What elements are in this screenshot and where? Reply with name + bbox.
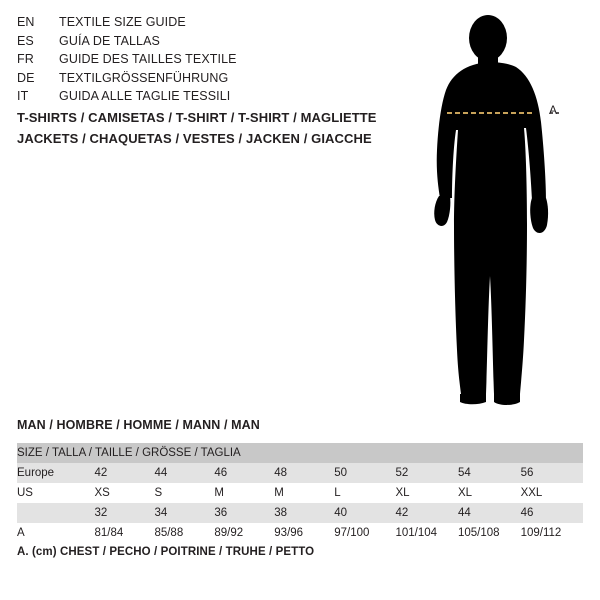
cell-us-2: M — [214, 483, 274, 503]
language-row — [17, 34, 377, 53]
cell-europe-2: 46 — [214, 463, 274, 483]
row-label-europe: Europe — [17, 463, 95, 483]
cell-numeric-5: 42 — [395, 503, 458, 523]
language-row — [17, 71, 377, 90]
language-guide-block — [17, 15, 377, 108]
cell-us-4: L — [334, 483, 395, 503]
cell-europe-0: 42 — [95, 463, 155, 483]
size-table — [17, 443, 583, 543]
cell-europe-1: 44 — [154, 463, 214, 483]
cell-us-3: M — [274, 483, 334, 503]
language-row — [17, 89, 377, 108]
language-text: TEXTILGRÖSSENFÜHRUNG — [59, 70, 229, 85]
cell-chest-7: 109/112 — [521, 523, 583, 543]
cell-numeric-7: 46 — [521, 503, 583, 523]
cell-us-1: S — [154, 483, 214, 503]
cell-us-6: XL — [458, 483, 521, 503]
cell-chest-0: 81/84 — [95, 523, 155, 543]
cell-chest-3: 93/96 — [274, 523, 334, 543]
language-code: DE — [17, 70, 35, 85]
measure-label-a: A — [549, 103, 558, 117]
language-text: TEXTILE SIZE GUIDE — [59, 15, 186, 29]
row-label-numeric — [17, 503, 95, 523]
table-row — [17, 503, 583, 523]
cell-numeric-3: 38 — [274, 503, 334, 523]
table-footnote: A. (cm) CHEST / PECHO / POITRINE / TRUHE / PETTO — [17, 546, 315, 558]
cell-numeric-2: 36 — [214, 503, 274, 523]
language-code: ES — [17, 33, 34, 48]
language-text: GUÍA DE TALLAS — [59, 33, 160, 48]
category-jackets: JACKETS / CHAQUETAS / VESTES / JACKEN / GIACCHE — [17, 131, 372, 146]
cell-numeric-6: 44 — [458, 503, 521, 523]
language-code: IT — [17, 89, 29, 103]
cell-chest-2: 89/92 — [214, 523, 274, 543]
cell-numeric-1: 34 — [154, 503, 214, 523]
language-row — [17, 15, 377, 34]
cell-europe-7: 56 — [521, 463, 583, 483]
body-silhouette-figure — [400, 10, 600, 410]
cell-chest-5: 101/104 — [395, 523, 458, 543]
language-code: EN — [17, 15, 35, 29]
language-text: GUIDE DES TAILLES TEXTILE — [59, 52, 237, 66]
cell-numeric-0: 32 — [95, 503, 155, 523]
table-title-man: MAN / HOMBRE / HOMME / MANN / MAN — [17, 418, 260, 432]
table-row — [17, 523, 583, 543]
table-row — [17, 463, 583, 483]
table-header-row — [17, 443, 583, 463]
language-row — [17, 52, 377, 71]
language-text: GUIDA ALLE TAGLIE TESSILI — [59, 89, 231, 103]
table-row — [17, 483, 583, 503]
row-label-us: US — [17, 483, 95, 503]
cell-us-7: XXL — [521, 483, 583, 503]
category-tshirts: T-SHIRTS / CAMISETAS / T-SHIRT / T-SHIRT / MAGLIETTE — [17, 110, 377, 125]
cell-chest-4: 97/100 — [334, 523, 395, 543]
cell-chest-6: 105/108 — [458, 523, 521, 543]
cell-europe-5: 52 — [395, 463, 458, 483]
cell-europe-6: 54 — [458, 463, 521, 483]
row-label-chest: A — [17, 523, 95, 543]
cell-us-0: XS — [95, 483, 155, 503]
cell-numeric-4: 40 — [334, 503, 395, 523]
language-code: FR — [17, 52, 34, 66]
table-header-label: SIZE / TALLA / TAILLE / GRÖSSE / TAGLIA — [17, 443, 583, 463]
cell-chest-1: 85/88 — [154, 523, 214, 543]
silhouette-svg — [400, 10, 600, 410]
cell-us-5: XL — [395, 483, 458, 503]
cell-europe-4: 50 — [334, 463, 395, 483]
cell-europe-3: 48 — [274, 463, 334, 483]
